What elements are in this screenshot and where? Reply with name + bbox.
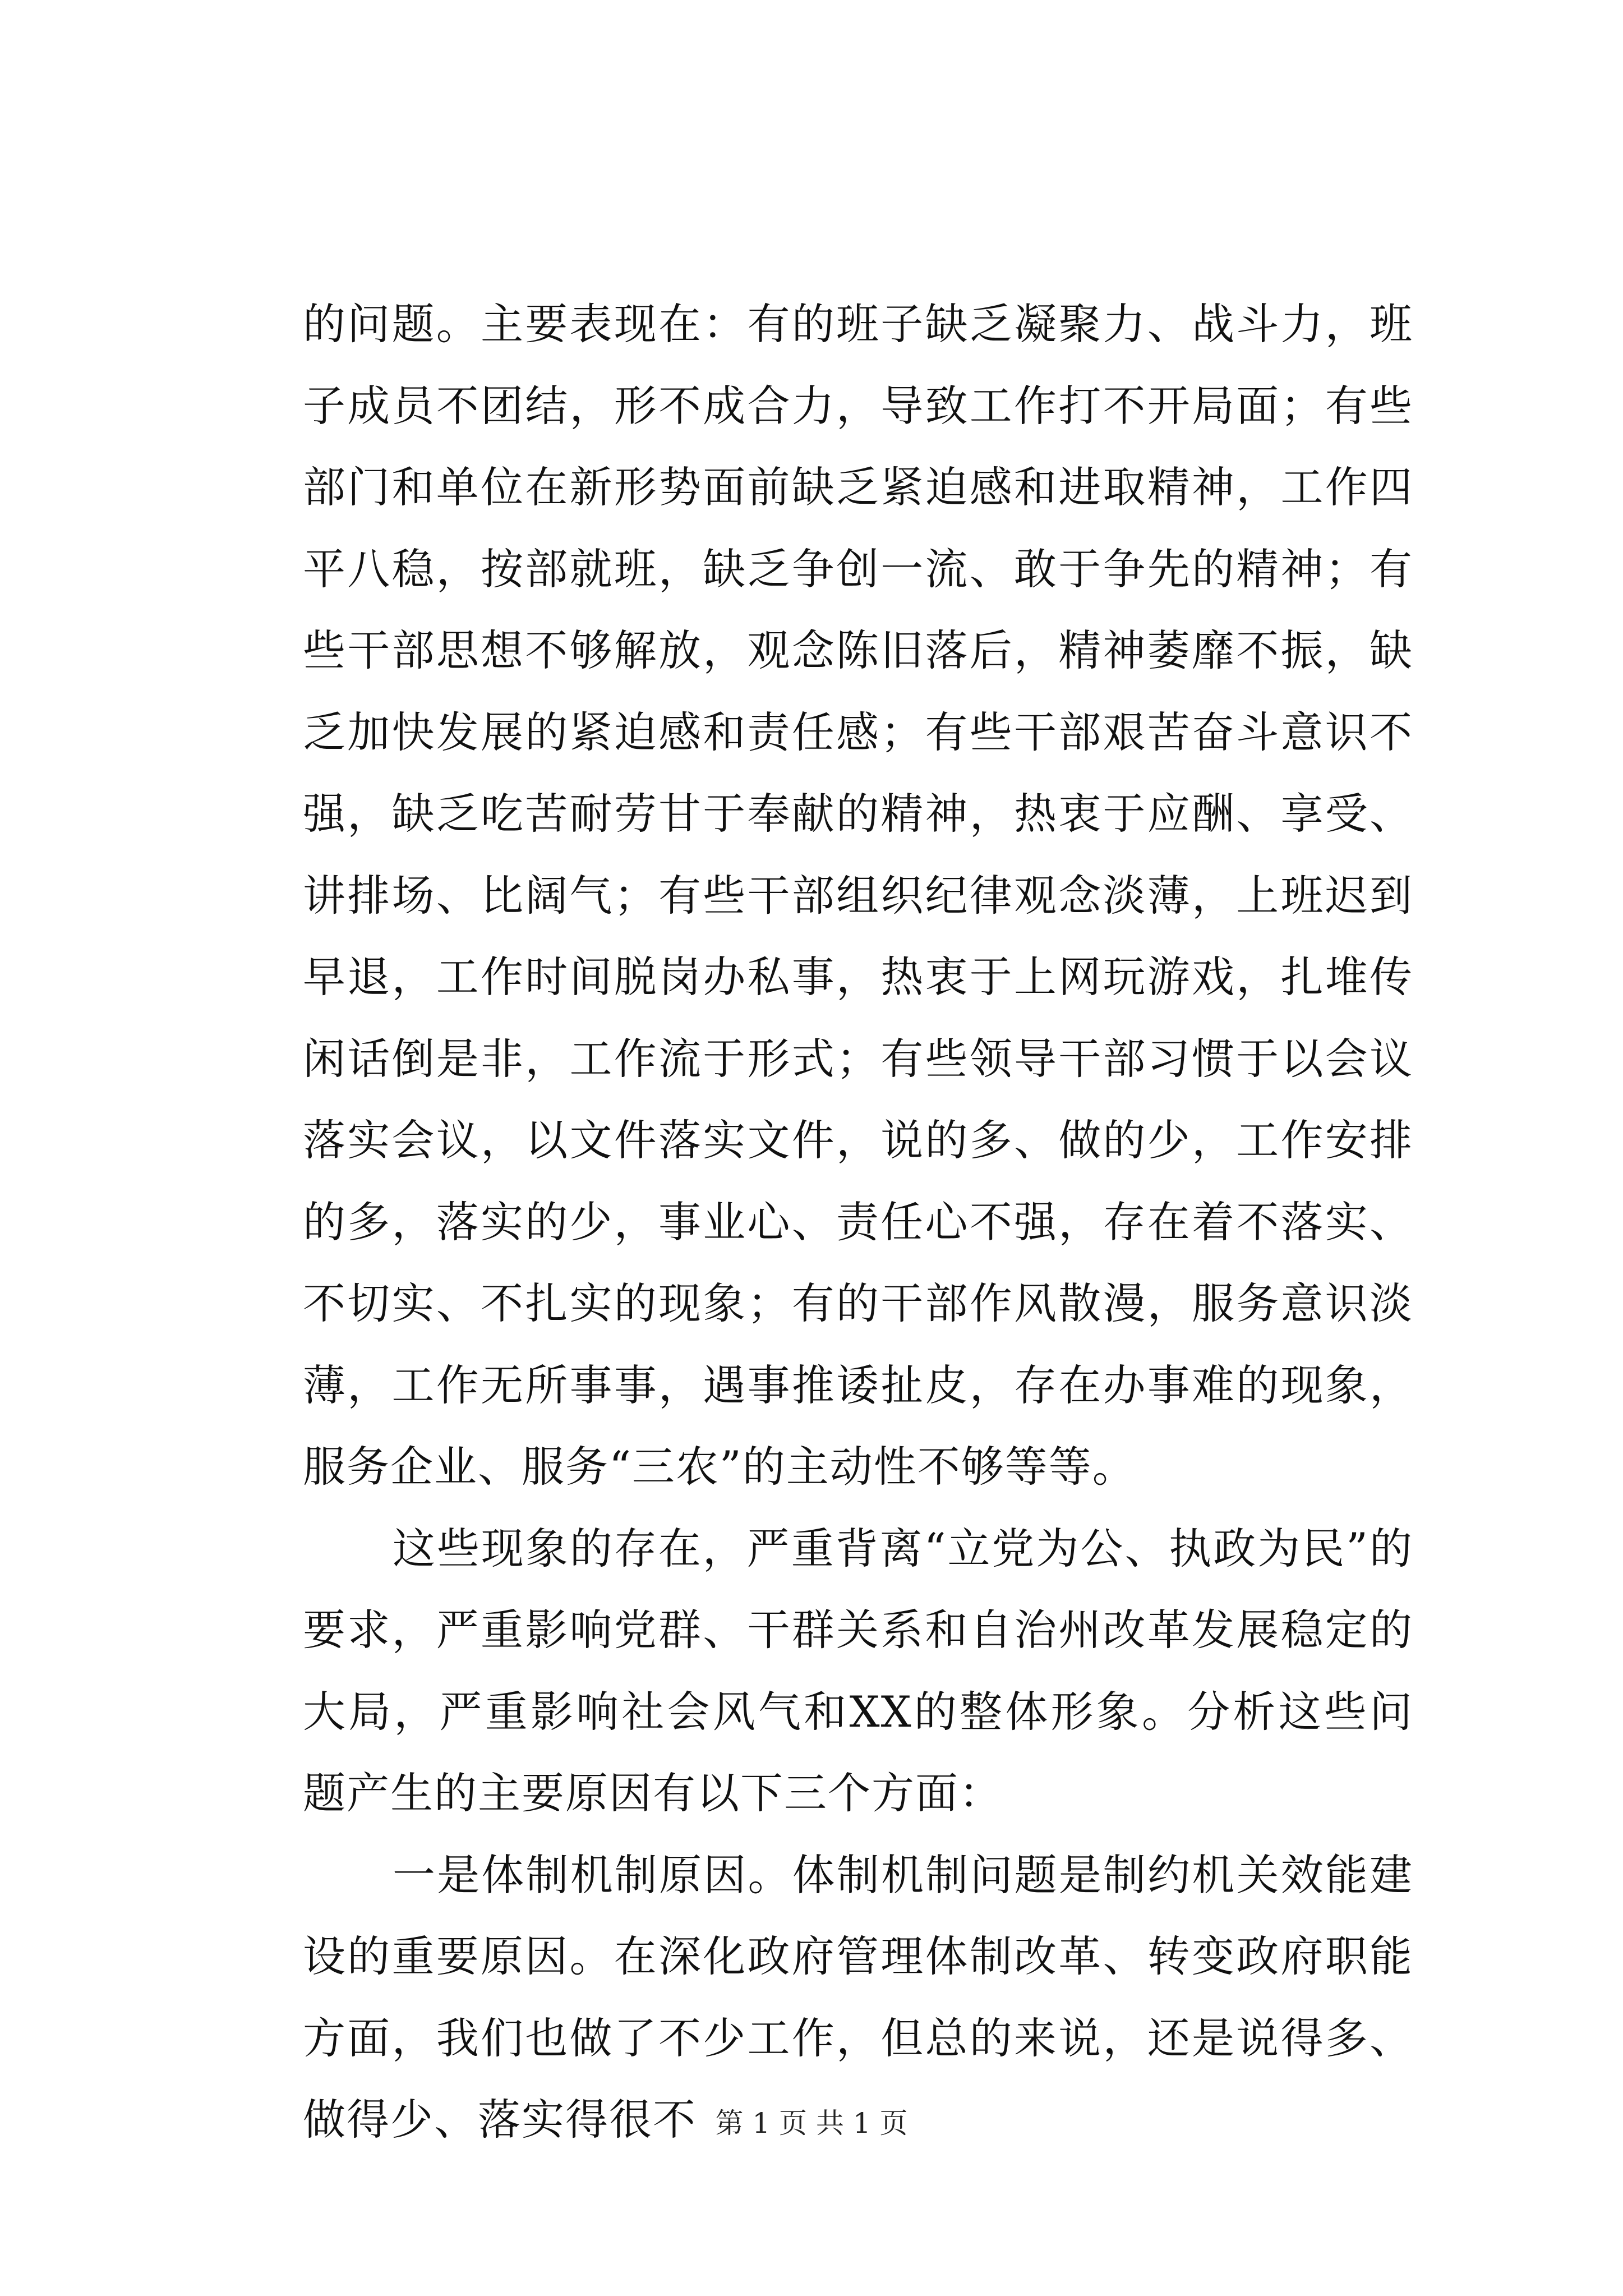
document-body: [303, 283, 1413, 2161]
page-number-footer: 第 1 页 共 1 页: [715, 2107, 908, 2139]
paragraph-problems-list: 的问题。主要表现在：有的班子缺乏凝聚力、战斗力，班子成员不团结，形不成合力，导致工作打不开局面；有些部门和单位在新形势面前缺乏紧迫感和进取精神，工作四平八稳，按部就班，缺乏争创一流、敢于争先的精神；有些干部思想不够解放，观念陈旧落后，精神萎靡不振，缺乏加快发展的紧迫感和责任感；有些干部艰苦奋斗意识不强，缺乏吃苦耐劳甘于奉献的精神，热衷于应酬、享受、讲排场、比阔气；有些干部组织纪律观念淡薄，上班迟到早退，工作时间脱岗办私事，热衷于上网玩游戏，扎堆传闲话倒是非，工作流于形式；有些领导干部习惯于以会议落实会议，以文件落实文件，说的多、做的少，工作安排的多，落实的少，事业心、责任心不强，存在着不落实、不切实、不扎实的现象；有的干部作风散漫，服务意识淡薄，工作无所事事，遇事推诿扯皮，存在办事难的现象，服务企业、服务“三农”的主动性不够等等。: [303, 299, 1413, 1492]
paragraph-institutional-reason: 一是体制机制原因。体制机制问题是制约机关效能建设的重要原因。在深化政府管理体制改革、转变政府职能方面，我们也做了不少工作，但总的来说，还是说得多、做得少、落实得很不: [303, 1849, 1413, 2145]
paragraph-impact-analysis: 这些现象的存在，严重背离“立党为公、执政为民”的要求，严重影响党群、干群关系和自治州改革发展稳定的大局，严重影响社会风气和XX的整体形象。分析这些问题产生的主要原因有以下三个方面：: [303, 1523, 1413, 1818]
